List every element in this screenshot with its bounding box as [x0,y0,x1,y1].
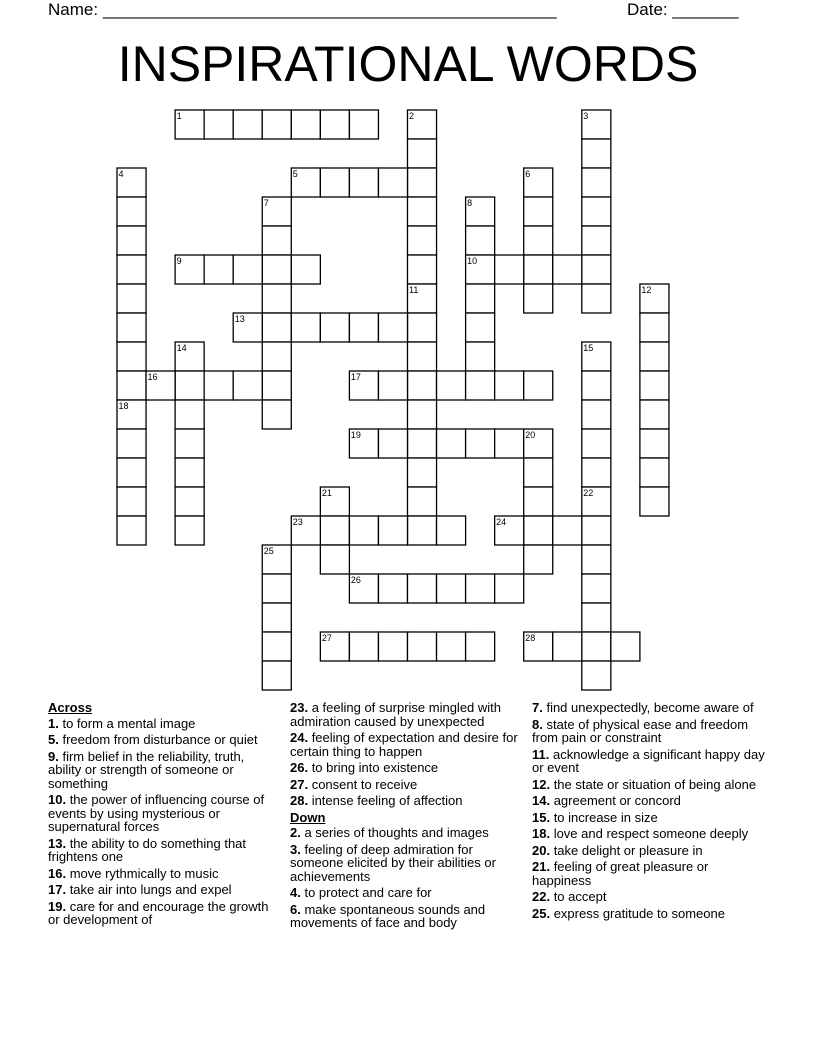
grid-cell[interactable] [466,342,495,371]
clue-text: the state or situation of being alone [550,776,757,792]
date-label: Date: [627,0,668,19]
clue-text: agreement or concord [550,793,681,808]
grid-cell[interactable] [466,313,495,342]
clue-number: 19. [48,898,67,914]
clue-number: 13. [48,835,67,851]
grid-cell[interactable] [582,458,611,487]
clue-text: the ability to do something that frightens one [48,835,247,864]
grid-cell[interactable] [524,458,553,487]
clue-number-label: 17 [350,372,361,382]
clue-item [290,886,522,900]
clue-text: firm belief in the reliability, truth, ability or strength of someone or something [48,748,245,791]
grid-cell[interactable] [437,632,466,661]
grid-cell[interactable] [408,342,437,371]
grid-cell[interactable] [582,168,611,197]
grid-cell[interactable] [640,487,669,516]
clue-number: 25. [532,905,551,921]
grid-cell[interactable] [117,458,146,487]
clue-number-label: 5 [292,169,298,179]
grid-cell[interactable] [408,516,437,545]
clue-item [532,811,768,825]
grid-cell[interactable] [524,284,553,313]
grid-cell[interactable] [233,371,262,400]
grid-cell[interactable] [408,139,437,168]
clue-number-label: 1 [176,111,182,121]
clue-number: 22. [532,889,551,904]
grid-cell[interactable] [466,429,495,458]
clue-text: move rythmically to music [66,865,219,881]
grid-cell[interactable] [349,110,378,139]
clue-number-label: 6 [525,169,531,179]
grid-cell[interactable] [320,516,349,545]
clue-number: 17. [48,882,67,897]
clue-item [290,903,522,930]
grid-cell[interactable] [262,255,291,284]
grid-cell[interactable] [262,603,291,632]
clue-item [48,750,280,791]
clue-number: 5. [48,732,59,747]
grid-cell[interactable] [524,545,553,574]
grid-cell[interactable] [495,255,524,284]
grid-cell[interactable] [408,255,437,284]
grid-cell[interactable] [204,110,233,139]
clue-item [290,701,522,728]
clue-text: consent to receive [308,776,418,792]
clue-number: 10. [48,792,67,807]
grid-cell[interactable] [320,313,349,342]
across-heading: Across [48,700,93,715]
clue-item [532,890,768,904]
clue-text: feeling of great pleasure or happiness [532,859,709,888]
grid-cell[interactable] [524,197,553,226]
clue-number: 8. [532,716,543,732]
name-label: Name: [48,0,99,19]
grid-cell[interactable] [495,429,524,458]
grid-cell[interactable] [175,429,204,458]
clue-text: love and respect someone deeply [550,826,749,841]
clue-number-label: 3 [583,111,589,121]
clue-item [532,778,768,792]
clue-item [532,860,768,887]
clue-item [48,837,280,864]
grid-cell[interactable] [117,313,146,342]
down-heading: Down [290,809,326,825]
grid-cell[interactable] [582,603,611,632]
grid-cell[interactable] [262,284,291,313]
grid-cell[interactable] [437,371,466,400]
clues-column-3 [532,701,768,923]
grid-cell[interactable] [640,371,669,400]
grid-cell[interactable] [524,255,553,284]
grid-cell[interactable] [408,371,437,400]
clue-text: to protect and care for [300,885,432,900]
clue-number-label: 23 [292,517,303,527]
grid-cell[interactable] [378,574,407,603]
clue-number: 4. [290,885,301,900]
clue-number-label: 25 [263,546,274,556]
clue-text: take delight or pleasure in [550,842,703,858]
clue-number-label: 8 [467,198,473,208]
grid-cell[interactable] [524,226,553,255]
grid-cell[interactable] [437,574,466,603]
grid-cell[interactable] [233,110,262,139]
grid-cell[interactable] [262,313,291,342]
grid-cell[interactable] [408,226,437,255]
clue-text: to bring into existence [308,760,439,775]
grid-cell[interactable] [233,255,262,284]
grid-cell[interactable] [349,313,378,342]
clue-text: intense feeling of affection [308,793,463,808]
grid-cell[interactable] [262,574,291,603]
grid-cell[interactable] [582,139,611,168]
grid-cell[interactable] [582,226,611,255]
grid-cell[interactable] [378,516,407,545]
grid-cell[interactable] [349,168,378,197]
clue-item [48,717,280,731]
grid-cell[interactable] [582,661,611,690]
clue-number: 23. [290,700,309,715]
clues-column-1 [48,701,280,930]
clue-text: find unexpectedly, become aware of [542,700,754,715]
grid-cell[interactable] [640,342,669,371]
grid-cell[interactable] [175,371,204,400]
grid-cell[interactable] [117,197,146,226]
clue-number-label: 16 [147,372,158,382]
grid-cell[interactable] [320,545,349,574]
clue-number: 16. [48,865,67,881]
grid-cell[interactable] [320,168,349,197]
grid-cell[interactable] [524,487,553,516]
grid-cell[interactable] [640,429,669,458]
clue-number: 18. [532,826,551,841]
clue-number: 20. [532,842,551,858]
clue-text: a series of thoughts and images [300,825,489,840]
grid-cell[interactable] [262,371,291,400]
grid-cell[interactable] [378,371,407,400]
clue-text: care for and encourage the growth or development of [48,898,269,927]
grid-cell[interactable] [117,371,146,400]
clues-column-2 [290,701,522,933]
grid-cell[interactable] [204,371,233,400]
grid-cell[interactable] [466,226,495,255]
grid-cell[interactable] [349,516,378,545]
clue-number: 6. [290,901,301,917]
grid-cell[interactable] [466,371,495,400]
clue-text: feeling of deep admiration for someone elicited by their abilities or achievements [290,841,496,884]
clue-number-label: 2 [409,111,415,121]
clue-number-label: 10 [467,256,478,266]
grid-cell[interactable] [117,487,146,516]
grid-cell[interactable] [291,313,320,342]
grid-cell[interactable] [378,429,407,458]
clue-number-label: 28 [525,633,536,643]
grid-cell[interactable] [582,197,611,226]
grid-cell[interactable] [582,632,611,661]
grid-cell[interactable] [262,661,291,690]
grid-cell[interactable] [640,400,669,429]
grid-cell[interactable] [408,487,437,516]
clue-item [532,701,768,715]
grid-cell[interactable] [117,516,146,545]
clue-text: take air into lungs and expel [66,882,232,897]
clue-number-label: 13 [234,314,245,324]
clue-number: 24. [290,730,309,745]
clue-number-label: 24 [496,517,507,527]
clue-number-label: 7 [263,198,269,208]
grid-cell[interactable] [175,400,204,429]
grid-cell[interactable] [524,516,553,545]
grid-cell[interactable] [495,574,524,603]
grid-cell[interactable] [582,400,611,429]
clue-number: 2. [290,825,301,840]
grid-cell[interactable] [262,110,291,139]
grid-cell[interactable] [262,632,291,661]
grid-cell[interactable] [437,516,466,545]
grid-cell[interactable] [640,458,669,487]
clue-item [290,778,522,792]
clue-text: acknowledge a significant happy day or event [532,746,765,775]
grid-cell[interactable] [378,632,407,661]
clue-number-label: 18 [118,401,129,411]
grid-cell[interactable] [262,342,291,371]
grid-cell[interactable] [175,516,204,545]
grid-cell[interactable] [262,400,291,429]
clue-number: 12. [532,776,551,792]
clue-text: feeling of expectation and desire for certain thing to happen [290,730,518,759]
clue-text: to accept [550,889,607,904]
clue-number: 21. [532,859,551,874]
grid-cell[interactable] [117,284,146,313]
grid-cell[interactable] [582,516,611,545]
grid-cell[interactable] [349,632,378,661]
clue-text: make spontaneous sounds and movements of face and body [290,901,486,930]
grid-cell[interactable] [408,632,437,661]
clue-item [48,733,280,747]
clue-text: to form a mental image [58,715,196,731]
grid-cell[interactable] [320,110,349,139]
clue-number-label: 4 [118,169,124,179]
grid-cell[interactable] [291,255,320,284]
grid-cell[interactable] [640,313,669,342]
clue-number-label: 26 [350,575,361,585]
clue-item [48,900,280,927]
clue-item [290,843,522,884]
grid-cell[interactable] [553,632,582,661]
grid-cell[interactable] [408,168,437,197]
clue-number-label: 14 [176,343,187,353]
clue-text: express gratitude to someone [550,905,725,921]
clue-number-label: 22 [583,488,594,498]
date-blank-line[interactable]: _______ [672,0,739,19]
puzzle-title: INSPIRATIONAL WORDS [117,36,699,92]
clue-text: the power of influencing course of events by using mysterious or supernatural forces [48,792,265,834]
grid-cell[interactable] [378,168,407,197]
clue-item [290,826,522,840]
clue-item [532,794,768,808]
grid-cell[interactable] [204,255,233,284]
clue-item [290,761,522,775]
clue-number: 27. [290,776,309,792]
grid-cell[interactable] [582,284,611,313]
clue-item [290,731,522,758]
clue-number-label: 9 [176,256,182,266]
clue-item [48,883,280,897]
grid-cell[interactable] [553,516,582,545]
grid-cell[interactable] [117,226,146,255]
grid-cell[interactable] [175,487,204,516]
clue-item [48,793,280,834]
clue-number: 9. [48,748,59,764]
clue-number: 3. [290,841,301,857]
grid-cell[interactable] [466,574,495,603]
clue-number: 1. [48,715,59,731]
grid-cell[interactable] [408,313,437,342]
clue-text: freedom from disturbance or quiet [58,732,258,747]
clue-text: state of physical ease and freedom from pain or constraint [532,716,749,745]
clue-number: 14. [532,793,551,808]
clue-item [290,794,522,808]
clue-number: 15. [532,809,551,825]
grid-cell[interactable] [495,371,524,400]
grid-cell[interactable] [408,197,437,226]
clue-item [532,907,768,921]
grid-cell[interactable] [408,458,437,487]
clue-number: 11. [532,746,550,762]
clue-number-label: 11 [409,285,419,295]
clue-number-label: 19 [350,430,361,440]
grid-cell[interactable] [262,226,291,255]
clue-number-label: 27 [321,633,332,643]
grid-cell[interactable] [524,371,553,400]
clue-item [532,718,768,745]
grid-cell[interactable] [175,458,204,487]
grid-cell[interactable] [582,574,611,603]
grid-cell[interactable] [378,313,407,342]
grid-cell[interactable] [408,429,437,458]
clue-item [532,827,768,841]
grid-cell[interactable] [117,342,146,371]
clue-number-label: 21 [321,488,332,498]
clue-text: to increase in size [550,809,658,825]
grid-cell[interactable] [291,110,320,139]
clue-number: 26. [290,760,309,775]
clue-number-label: 15 [583,343,594,353]
clue-number-label: 20 [525,430,536,440]
grid-cell[interactable] [437,429,466,458]
clue-text: a feeling of surprise mingled with admiration caused by unexpected [290,700,502,729]
clue-number-label: 12 [641,285,652,295]
grid-cell[interactable] [611,632,640,661]
clue-number: 28. [290,793,309,808]
clue-item [532,844,768,858]
grid-cell[interactable] [582,255,611,284]
clue-item [48,867,280,881]
grid-cell[interactable] [117,429,146,458]
grid-cell[interactable] [408,574,437,603]
name-blank-line[interactable]: ________________________________________________ [102,0,557,19]
grid-cell[interactable] [466,632,495,661]
clue-number: 7. [532,700,543,715]
grid-cell[interactable] [582,429,611,458]
clue-item [532,748,768,775]
grid-cell[interactable] [408,400,437,429]
grid-cell[interactable] [582,371,611,400]
grid-cell[interactable] [466,284,495,313]
grid-cell[interactable] [553,255,582,284]
grid-cell[interactable] [117,255,146,284]
grid-cell[interactable] [582,545,611,574]
